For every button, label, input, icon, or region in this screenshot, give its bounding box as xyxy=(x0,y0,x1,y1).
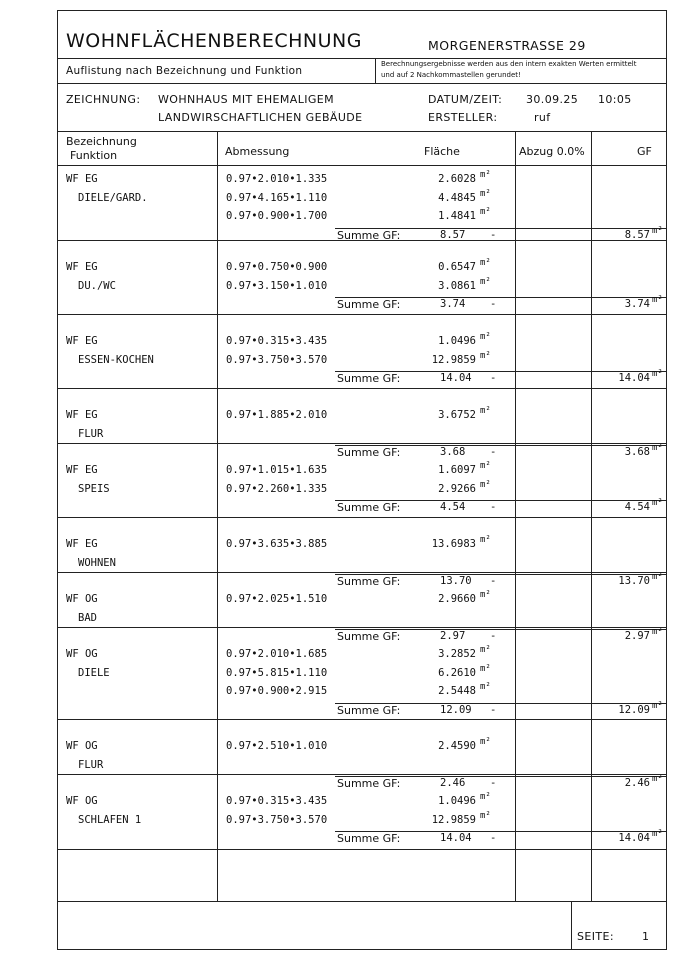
area-unit: m² xyxy=(480,170,491,180)
gf-unit: m² xyxy=(652,295,663,305)
room-level: WF OG xyxy=(66,593,98,605)
col-line-2 xyxy=(515,131,516,901)
area-value: 2.5448 xyxy=(438,685,476,697)
room-level: WF EG xyxy=(66,538,98,550)
area-unit: m² xyxy=(480,276,491,287)
area-value: 0.6547 xyxy=(438,261,476,273)
area-unit: m² xyxy=(480,590,491,600)
room-name: DU./WC xyxy=(78,279,116,292)
room-level: WF EG xyxy=(66,409,98,421)
gf-unit: m² xyxy=(652,774,663,784)
sum-label: Summe GF: xyxy=(337,501,401,514)
subtitle: Auflistung nach Bezeichnung und Funktion xyxy=(66,65,303,77)
sum-label: Summe GF: xyxy=(337,446,401,459)
area-unit: m² xyxy=(480,461,491,471)
area-unit: m² xyxy=(480,207,491,217)
area-unit: m² xyxy=(480,682,491,692)
sum-value: 2.46 xyxy=(440,777,466,789)
dimension-formula: 0.97•2.510•1.010 xyxy=(226,740,328,752)
gf-unit: m² xyxy=(652,443,663,453)
area-unit: m² xyxy=(480,350,491,361)
area-unit: m² xyxy=(480,332,491,342)
room-name: FLUR xyxy=(78,758,104,771)
room-level: WF EG xyxy=(66,464,98,476)
note-line-1: Berechnungsergebnisse werden aus den intern exakten Werten ermittelt xyxy=(381,60,637,68)
row-divider xyxy=(57,240,667,241)
dimension-formula: 0.97•1.015•1.635 xyxy=(226,464,328,476)
area-value: 4.4845 xyxy=(438,191,476,204)
sum-value: 8.57 xyxy=(440,228,466,241)
col-abmessung: Abmessung xyxy=(225,145,290,158)
note-divider xyxy=(375,58,376,83)
sum-label: Summe GF: xyxy=(337,703,401,717)
sum-value: 14.04 xyxy=(440,372,472,384)
gf-value: 2.46 xyxy=(624,777,650,789)
sum-value: 3.68 xyxy=(440,446,466,458)
area-value: 1.4841 xyxy=(438,210,476,222)
row-divider xyxy=(57,849,667,850)
gf-value: 14.04 xyxy=(618,832,650,844)
sum-dash: - xyxy=(490,372,497,384)
dimension-formula: 0.97•4.165•1.110 xyxy=(226,191,328,204)
area-value: 1.0496 xyxy=(438,335,476,347)
seite-label: SEITE: xyxy=(577,930,614,943)
col-gf: GF xyxy=(637,145,652,158)
area-value: 1.0496 xyxy=(438,795,476,807)
area-unit: m² xyxy=(480,479,491,490)
gf-unit: m² xyxy=(652,369,663,379)
sum-dash: - xyxy=(490,575,497,587)
row-divider xyxy=(57,719,667,720)
sum-label: Summe GF: xyxy=(337,372,401,385)
gf-value: 3.68 xyxy=(624,446,650,458)
dimension-formula: 0.97•0.315•3.435 xyxy=(226,335,328,347)
area-value: 2.6028 xyxy=(438,173,476,185)
area-value: 2.9266 xyxy=(438,482,476,495)
dimension-formula: 0.97•2.010•1.335 xyxy=(226,173,328,185)
zeichnung-line-2: LANDWIRSCHAFTLICHEN GEBÄUDE xyxy=(158,111,363,124)
area-value: 12.9859 xyxy=(431,353,476,366)
area-value: 3.2852 xyxy=(438,648,476,660)
dimension-formula: 0.97•0.315•3.435 xyxy=(226,795,328,807)
datum-label: DATUM/ZEIT: xyxy=(428,93,503,106)
sum-dash: - xyxy=(490,298,497,310)
area-value: 2.9660 xyxy=(438,593,476,605)
sum-dash: - xyxy=(490,703,497,716)
dimension-formula: 0.97•2.025•1.510 xyxy=(226,593,328,605)
gf-unit: m² xyxy=(652,829,663,839)
col-bezeichnung: Bezeichnung xyxy=(66,135,137,148)
dimension-formula: 0.97•0.750•0.900 xyxy=(226,261,328,273)
sum-value: 13.70 xyxy=(440,575,472,587)
dimension-formula: 0.97•3.750•3.570 xyxy=(226,813,328,826)
ersteller-value: ruf xyxy=(534,111,551,124)
sum-label: Summe GF: xyxy=(337,777,401,790)
footer-divider xyxy=(57,901,667,902)
ersteller-label: ERSTELLER: xyxy=(428,111,498,124)
area-value: 2.4590 xyxy=(438,740,476,752)
datum-value: 30.09.25 xyxy=(526,93,579,106)
dimension-formula: 0.97•2.010•1.685 xyxy=(226,648,328,660)
area-unit: m² xyxy=(480,535,491,545)
gf-value: 14.04 xyxy=(618,372,650,384)
col-abzug: Abzug 0.0% xyxy=(519,145,585,158)
room-name: DIELE/GARD. xyxy=(78,191,148,204)
room-name: ESSEN-KOCHEN xyxy=(78,353,154,366)
dimension-formula: 0.97•0.900•2.915 xyxy=(226,685,328,697)
street-address: MORGENERSTRASSE 29 xyxy=(428,38,586,53)
gf-unit: m² xyxy=(652,225,663,236)
column-header-bottom xyxy=(57,165,667,166)
page-title: WOHNFLÄCHENBERECHNUNG xyxy=(66,30,362,52)
sum-dash: - xyxy=(490,832,497,844)
room-name: FLUR xyxy=(78,427,104,440)
sum-dash: - xyxy=(490,630,497,642)
dimension-formula: 0.97•5.815•1.110 xyxy=(226,666,328,679)
area-unit: m² xyxy=(480,258,491,268)
room-level: WF OG xyxy=(66,795,98,807)
row-divider xyxy=(57,517,667,518)
sum-label: Summe GF: xyxy=(337,832,401,845)
sum-value: 3.74 xyxy=(440,298,466,310)
room-name: SPEIS xyxy=(78,482,110,495)
area-unit: m² xyxy=(480,188,491,199)
area-unit: m² xyxy=(480,645,491,655)
room-level: WF EG xyxy=(66,335,98,347)
gf-unit: m² xyxy=(652,627,663,637)
meta-divider xyxy=(57,83,667,84)
room-name: DIELE xyxy=(78,666,110,679)
sum-dash: - xyxy=(490,501,497,513)
sum-label: Summe GF: xyxy=(337,575,401,588)
dimension-formula: 0.97•1.885•2.010 xyxy=(226,409,328,421)
zeit-value: 10:05 xyxy=(598,93,632,106)
gf-value: 12.09 xyxy=(618,703,650,716)
row-divider xyxy=(57,774,667,775)
sum-value: 14.04 xyxy=(440,832,472,844)
area-value: 12.9859 xyxy=(431,813,476,826)
gf-unit: m² xyxy=(652,498,663,508)
dimension-formula: 0.97•3.635•3.885 xyxy=(226,538,328,550)
footer-box-line xyxy=(571,901,572,950)
sum-value: 4.54 xyxy=(440,501,466,513)
room-name: SCHLAFEN 1 xyxy=(78,813,142,826)
gf-value: 4.54 xyxy=(624,501,650,513)
note-line-2: und auf 2 Nachkommastellen gerundet! xyxy=(381,71,521,79)
area-unit: m² xyxy=(480,810,491,821)
room-name: BAD xyxy=(78,611,97,624)
room-level: WF EG xyxy=(66,261,98,273)
area-value: 3.6752 xyxy=(438,409,476,421)
sum-label: Summe GF: xyxy=(337,298,401,311)
row-divider xyxy=(57,443,667,444)
row-divider xyxy=(57,627,667,628)
dimension-formula: 0.97•2.260•1.335 xyxy=(226,482,328,495)
area-unit: m² xyxy=(480,792,491,802)
room-level: WF OG xyxy=(66,648,98,660)
col-funktion: Funktion xyxy=(70,149,118,162)
area-value: 1.6097 xyxy=(438,464,476,476)
gf-value: 3.74 xyxy=(624,298,650,310)
col-line-3 xyxy=(591,131,592,901)
area-value: 3.0861 xyxy=(438,279,476,292)
gf-value: 13.70 xyxy=(618,575,650,587)
row-divider xyxy=(57,314,667,315)
col-flaeche: Fläche xyxy=(424,145,460,158)
zeichnung-label: ZEICHNUNG: xyxy=(66,93,141,106)
area-unit: m² xyxy=(480,406,491,416)
sum-dash: - xyxy=(490,228,497,241)
seite-value: 1 xyxy=(642,930,650,943)
row-divider xyxy=(57,388,667,389)
header-divider xyxy=(57,58,667,59)
table-top xyxy=(57,131,667,132)
sum-value: 12.09 xyxy=(440,703,472,716)
area-unit: m² xyxy=(480,663,491,674)
room-level: WF EG xyxy=(66,173,98,185)
col-line-1 xyxy=(217,131,218,901)
zeichnung-line-1: WOHNHAUS MIT EHEMALIGEM xyxy=(158,93,335,106)
sum-label: Summe GF: xyxy=(337,228,401,242)
sum-value: 2.97 xyxy=(440,630,466,642)
dimension-formula: 0.97•3.150•1.010 xyxy=(226,279,328,292)
area-unit: m² xyxy=(480,737,491,747)
dimension-formula: 0.97•3.750•3.570 xyxy=(226,353,328,366)
gf-value: 2.97 xyxy=(624,630,650,642)
sum-label: Summe GF: xyxy=(337,630,401,643)
room-name: WOHNEN xyxy=(78,556,116,569)
area-value: 13.6983 xyxy=(431,538,476,550)
gf-value: 8.57 xyxy=(624,228,650,241)
gf-unit: m² xyxy=(652,700,663,711)
row-divider xyxy=(57,572,667,573)
dimension-formula: 0.97•0.900•1.700 xyxy=(226,210,328,222)
gf-unit: m² xyxy=(652,572,663,582)
sum-dash: - xyxy=(490,446,497,458)
area-value: 6.2610 xyxy=(438,666,476,679)
room-level: WF OG xyxy=(66,740,98,752)
sum-dash: - xyxy=(490,777,497,789)
